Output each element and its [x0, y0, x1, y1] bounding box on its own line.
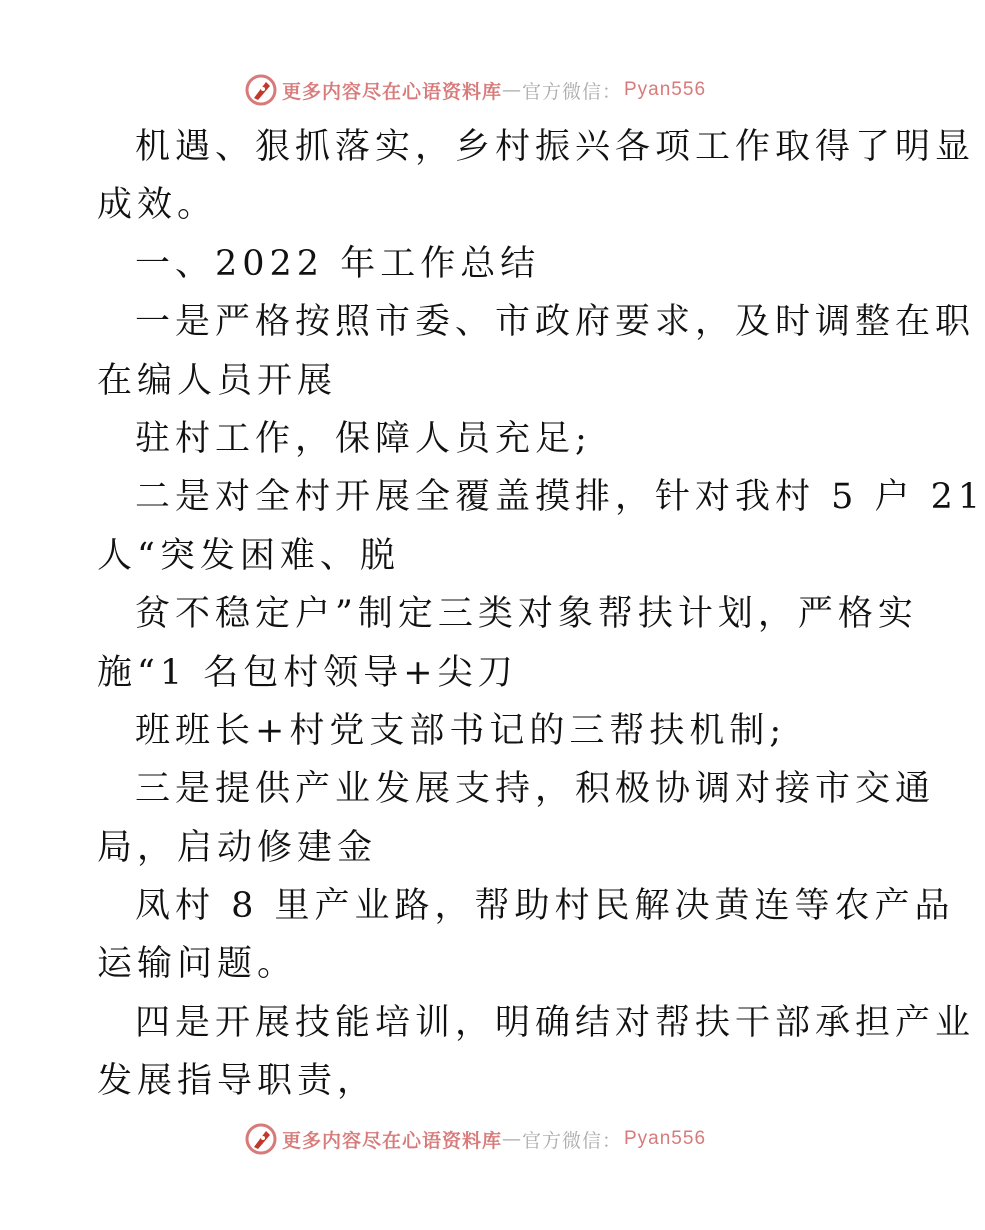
text-line: 一是严格按照市委、市政府要求，及时调整在职: [135, 302, 976, 343]
text-line: 发展指导职责，: [97, 1061, 378, 1102]
text-line: 四是开展技能培训，明确结对帮扶干部承担产业: [135, 1002, 976, 1043]
text-line: 凤村 8 里产业路，帮助村民解决黄连等农产品: [135, 886, 955, 927]
text-line: 班班长+村党支部书记的三帮扶机制;: [135, 710, 787, 751]
text-line: 三是提供产业发展支持，积极协调对接市交通: [135, 769, 936, 810]
watermark-wechat-id: Pyan556: [624, 1128, 707, 1149]
watermark-site-text: 更多内容尽在心语资料库: [281, 1129, 502, 1152]
text-line: 人“突发困难、脱: [97, 535, 400, 576]
text-line: 成效。: [97, 185, 218, 226]
text-line: 局，启动修建金: [97, 827, 378, 868]
footer-watermark: [0, 1119, 950, 1159]
text-line: 驻村工作，保障人员充足;: [135, 418, 592, 459]
text-line: 二是对全村开展全覆盖摸排，针对我村 5 户 21: [135, 477, 985, 518]
section-heading: 一、2022 年工作总结: [135, 243, 541, 284]
header-watermark: [0, 70, 950, 110]
text-line: 机遇、狠抓落实，乡村振兴各项工作取得了明显: [135, 127, 976, 167]
watermark-dash: —: [501, 1128, 522, 1150]
text-line: 施“1 名包村领导+尖刀: [97, 652, 518, 693]
text-line: 运输问题。: [97, 944, 298, 985]
watermark-wechat-label: 官方微信：: [521, 80, 622, 103]
watermark-wechat-label: 官方微信：: [521, 1129, 622, 1152]
text-line: 在编人员开展: [97, 360, 338, 401]
text-line: 贫不稳定户”制定三类对象帮扶计划，严格实: [135, 594, 918, 635]
pen-nib-logo-icon: [244, 1122, 278, 1156]
watermark-dash: —: [501, 79, 522, 101]
watermark-wechat-id: Pyan556: [624, 79, 707, 100]
document-body: [97, 118, 985, 1111]
pen-nib-logo-icon: [244, 73, 278, 107]
watermark-site-text: 更多内容尽在心语资料库: [281, 80, 502, 103]
